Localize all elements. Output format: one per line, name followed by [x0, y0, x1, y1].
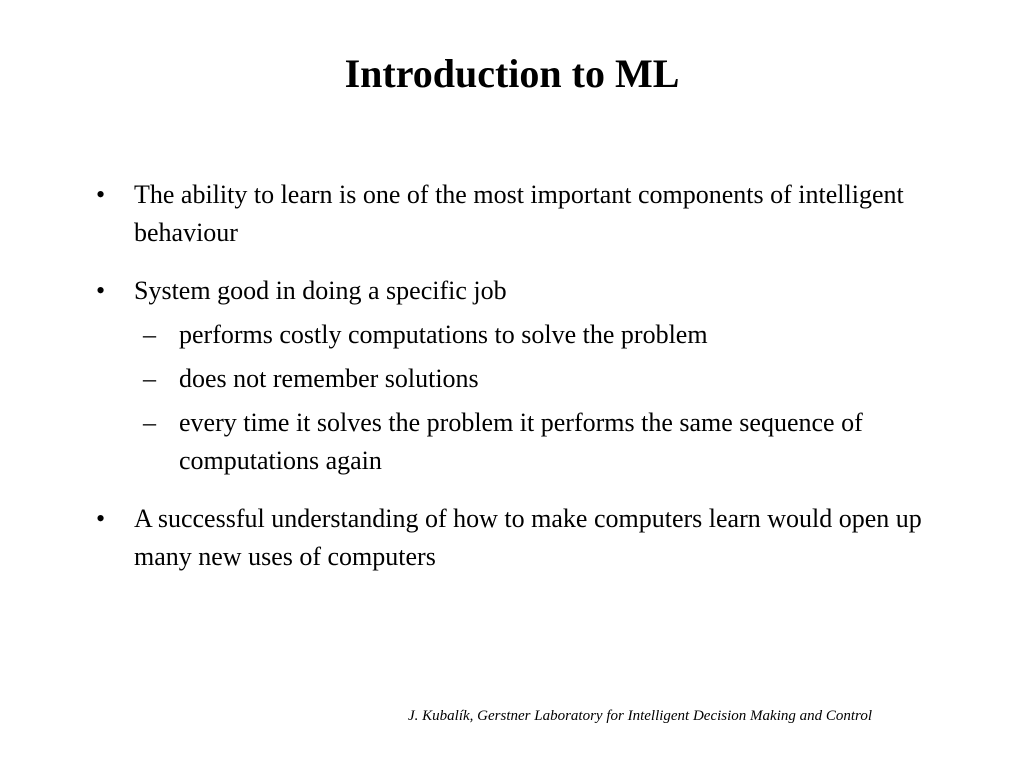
sub-bullet-marker: –: [143, 408, 156, 437]
bullet-text: System good in doing a specific job: [134, 276, 507, 305]
sub-bullet-item: [96, 360, 956, 398]
sub-bullet-item: [96, 404, 956, 480]
bullet-item: [96, 176, 956, 252]
bullet-marker: •: [96, 180, 106, 209]
bullet-item: [96, 500, 956, 576]
slide-footer: J. Kubalík, Gerstner Laboratory for Intelligent Decision Making and Control: [408, 708, 872, 724]
bullet-marker: •: [96, 504, 106, 533]
sub-bullet-item: [96, 316, 956, 354]
sub-bullet-marker: –: [143, 320, 156, 349]
sub-bullet-text: performs costly computations to solve the problem: [179, 320, 708, 349]
sub-bullet-text: every time it solves the problem it performs the same sequence of computations again: [179, 408, 863, 475]
bullet-marker: •: [96, 276, 106, 305]
slide-title: Introduction to ML: [344, 51, 680, 96]
bullet-list: [96, 176, 956, 576]
bullet-text: The ability to learn is one of the most important components of intelligent behaviour: [134, 180, 904, 247]
bullet-text: A successful understanding of how to make computers learn would open up many new uses of computers: [134, 504, 922, 571]
sub-bullet-text: does not remember solutions: [179, 364, 479, 393]
sub-bullet-marker: –: [143, 364, 156, 393]
bullet-item: [96, 272, 956, 310]
